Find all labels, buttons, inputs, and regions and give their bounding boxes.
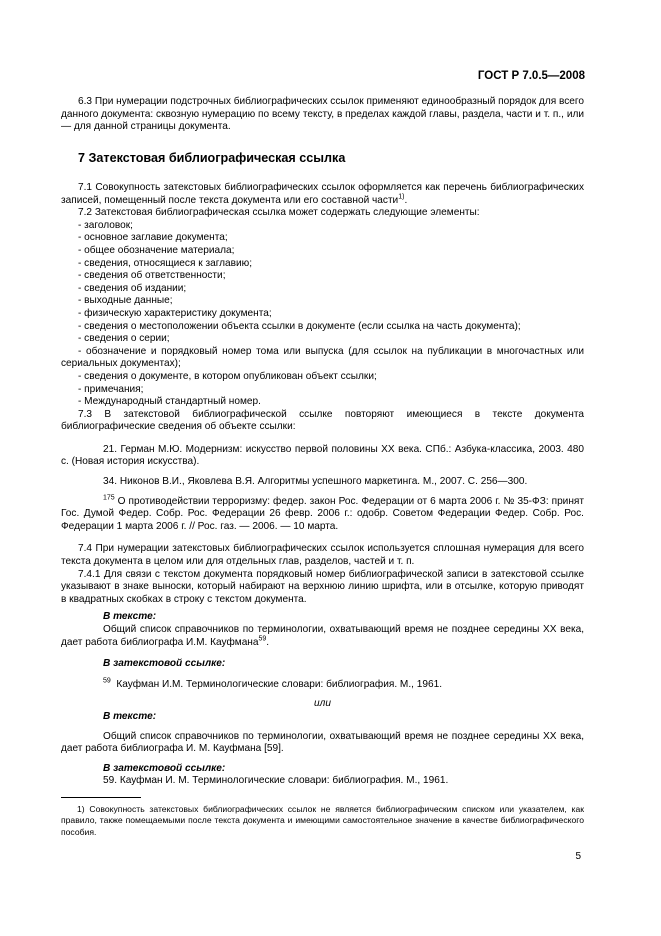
example-text-1: Общий список справочников по терминологии, охватывающий время не позднее середины XX века, дает работа библиографа И.М. Кауфмана — [61, 624, 584, 648]
reference-superscript-59 — [61, 679, 584, 692]
example-text-2: Общий список справочников по терминологии, охватывающий время не позднее середины XX века, дает работа библиографа И. М. Кауфмана [59]. — [61, 730, 584, 755]
paragraph-7-3: 7.3 В затекстовой библиографической ссылке повторяют имеющиеся в тексте документа библиографические сведения об объекте ссылки: — [61, 408, 584, 433]
paragraph-7-4-1: 7.4.1 Для связи с текстом документа порядковый номер библиографической записи в затекстовой ссылке указывают в знаке выноски, который набирают на верхнюю линию шрифта, или в отсылке, которую приводят в квадратных скобках в строку с текстом документа. — [61, 568, 584, 605]
paragraph-6-3-text: 6.3 При нумерации подстрочных библиографических ссылок применяют единообразный порядок для всего данного документа: сквозную нумерацию по всему тексту, в пределах каждой главы, раздела, части и т. п., или — для данной страницы документа. — [61, 96, 584, 133]
ref-superscript-number: 59 — [103, 677, 111, 685]
footnote-1: 1) Совокупность затекстовых библиографических ссылок не является библиографическим списком или указателем, как правило, также помещаемыми после текста документа и имеющими самостоятельное значение в качестве библиографического пособия. — [61, 804, 584, 837]
paragraph-7-2: 7.2 Затекстовая библиографическая ссылка может содержать следующие элементы: — [78, 207, 480, 219]
paragraph-7-1-end: . — [404, 194, 408, 206]
label-in-text: В тексте: — [103, 611, 157, 623]
example-reference-34: 34. Никонов В.И., Яковлева В.Я. Алгоритмы успешного маркетинга. М., 2007. С. 256—300. — [103, 476, 528, 488]
label-in-reference: В затекстовой ссылке: — [103, 658, 226, 670]
list-item: - заголовок; — [78, 219, 133, 231]
reference-text-2: 59. Кауфман И. М. Терминологические словари: библиография. М., 1961. — [103, 775, 449, 787]
list-item: - сведения о документе, в котором опубликован объект ссылки; — [78, 370, 377, 382]
list-item: - сведения о серии; — [78, 333, 170, 345]
page-number: 5 — [575, 851, 581, 862]
paragraph-7-1 — [61, 182, 584, 207]
list-item: - примечания; — [78, 383, 144, 395]
elements-list — [61, 220, 584, 409]
example-175-text: О противодействии терроризму: федер. закон Рос. Федерации от 6 марта 2006 г. № 35-ФЗ: принят Гос. Думой Федер. Собр. Рос. Федерации 26 февр. 2006 г.: одобр. Советом Федерации Федер. Собр. Рос. Федерации 1 марта 2006 г. // Рос. газ. — 2006. — 10 марта. — [61, 495, 584, 532]
list-item: - сведения о местоположении объекта ссылки в документе (если ссылка на часть документа); — [78, 320, 521, 332]
list-item: - сведения, относящиеся к заглавию; — [78, 257, 253, 269]
list-item: - обозначение и порядковый номер тома или выпуска (для ссылок на публикации в многочастных или сериальных документах); — [61, 345, 584, 370]
paragraph-7-1-text: 7.1 Совокупность затекстовых библиографических ссылок оформляется как перечень библиографических записей, помещенный после текста документа или его составной части — [61, 182, 584, 206]
example-reference-175 — [61, 496, 584, 534]
footnote-ref-1: 1) — [398, 193, 405, 201]
footnote-divider — [61, 797, 141, 798]
superscript-59: 59 — [258, 635, 267, 643]
document-header-id: ГОСТ Р 7.0.5—2008 — [477, 70, 585, 82]
paragraph-7-4: 7.4 При нумерации затекстовых библиографических ссылок используется сплошная нумерация для всего текста документа в целом или для отдельных глав, разделов, частей и т. п. — [61, 543, 584, 568]
section-7-body — [61, 182, 584, 788]
example-reference-21: 21. Герман М.Ю. Модернизм: искусство первой половины XX века. СПб.: Азбука-классика, 2003. 480 с. (Новая история искусства). — [61, 443, 584, 468]
or-divider: или — [314, 698, 331, 710]
list-item: - Международный стандартный номер. — [78, 396, 261, 408]
example-text-superscript — [61, 624, 584, 649]
list-item: - общее обозначение материала; — [78, 244, 235, 256]
paragraph-6-3 — [61, 96, 584, 134]
example-text-1-end: . — [266, 636, 270, 648]
section-7-title: 7 Затекстовая библиографическая ссылка — [78, 151, 346, 165]
label-in-text-2: В тексте: — [103, 710, 157, 722]
list-item: - физическую характеристику документа; — [78, 307, 272, 319]
list-item: - выходные данные; — [78, 295, 173, 307]
label-in-reference-2: В затекстовой ссылке: — [103, 762, 226, 774]
reference-text-1: Кауфман И.М. Терминологические словари: библиография. М., 1961. — [116, 678, 443, 690]
list-item: - сведения об ответственности; — [78, 270, 226, 282]
list-item: - сведения об издании; — [78, 282, 187, 294]
example-175-number: 175 — [103, 494, 115, 502]
list-item: - основное заглавие документа; — [78, 232, 228, 244]
